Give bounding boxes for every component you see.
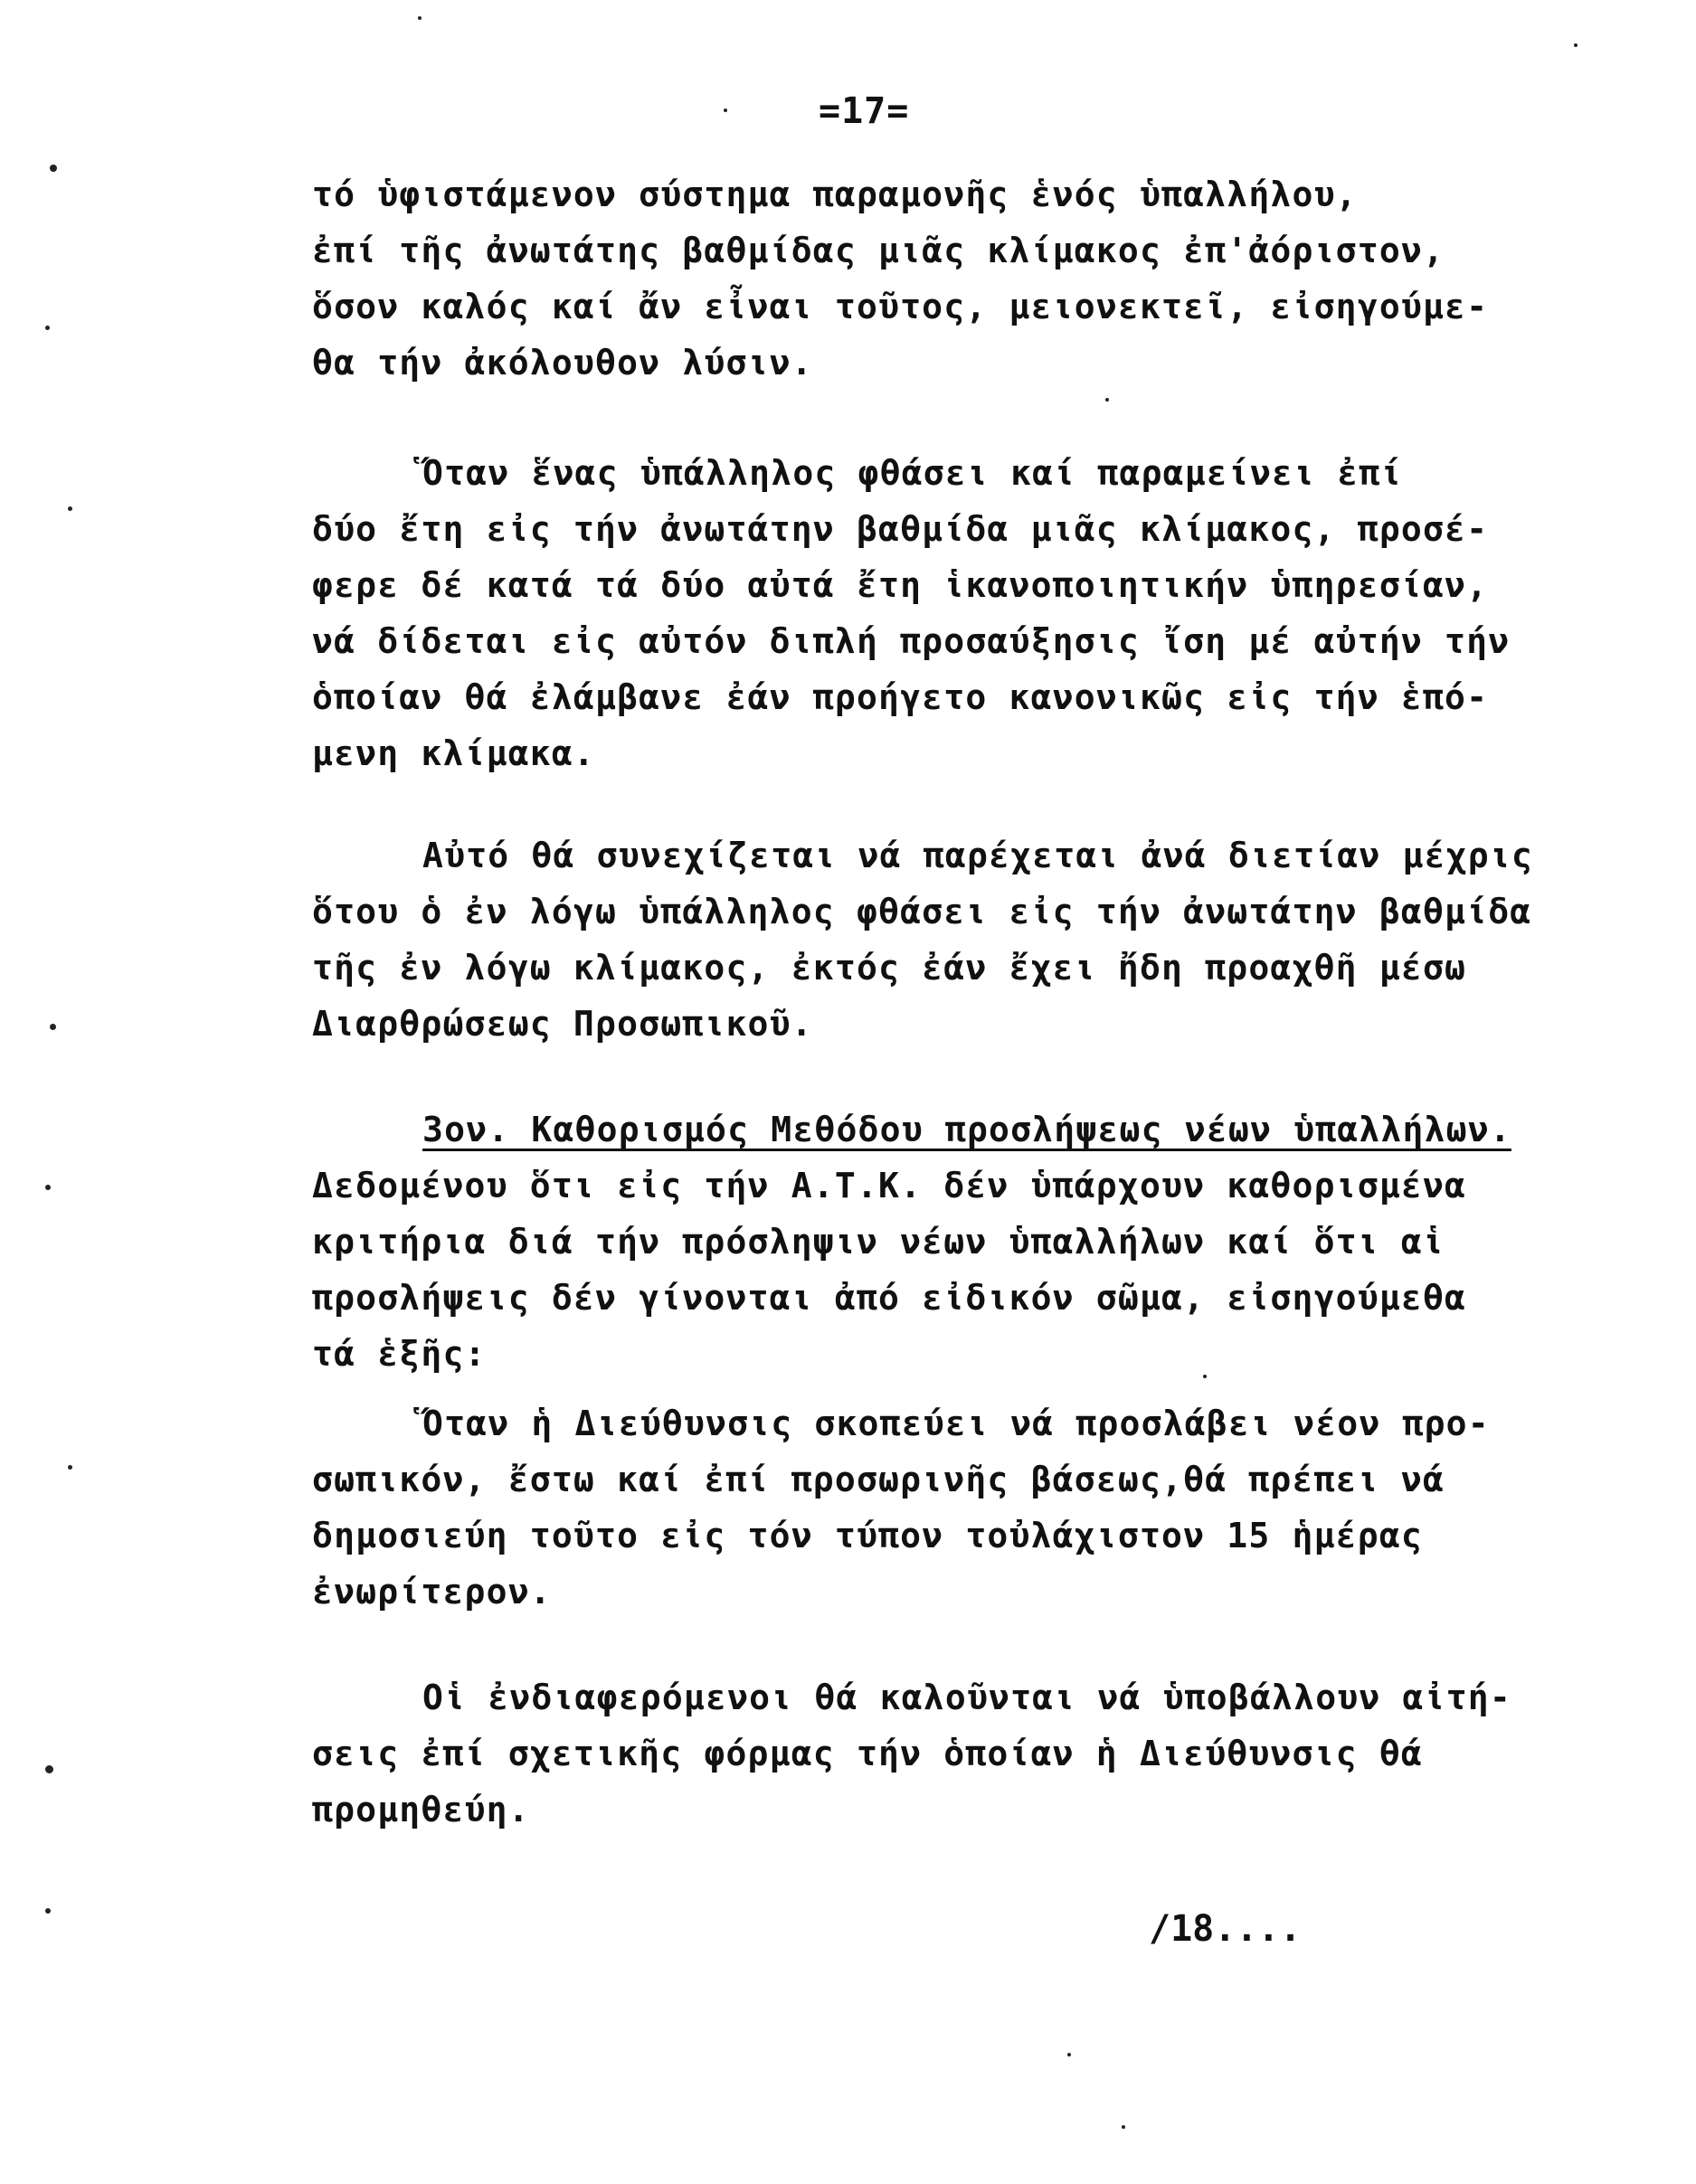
scan-speck	[1574, 43, 1578, 47]
text-line: νά δίδεται εἰς αὐτόν διπλή προσαύξησις ἴση μέ αὐτήν τήν	[312, 621, 1511, 661]
section-heading	[312, 1101, 1578, 1158]
text-line: δημοσιεύη τοῦτο εἰς τόν τύπον τοὐλάχιστον 15 ἡμέρας	[312, 1516, 1423, 1555]
text-line: ἐνωρίτερον.	[312, 1572, 552, 1612]
text-line: τῆς ἐν λόγω κλίμακος, ἐκτός ἐάν ἔχει ἤδη προαχθῆ μέσω	[312, 948, 1467, 988]
text-line: προμηθεύη.	[312, 1790, 530, 1829]
text-line: ὅτου ὁ ἐν λόγω ὑπάλληλος φθάσει εἰς τήν ἀνωτάτην βαθμίδα	[312, 892, 1532, 931]
text-line: Δεδομένου ὅτι εἰς τήν Α.Τ.Κ. δέν ὑπάρχουν καθορισμένα	[312, 1166, 1467, 1205]
continuation-reference: /18....	[1149, 1908, 1302, 1950]
text-line: Διαρθρώσεως Προσωπικοῦ.	[312, 1004, 813, 1044]
scan-speck	[1067, 2053, 1071, 2056]
page-number: =17=	[819, 90, 910, 132]
paragraph-5	[312, 1395, 1578, 1620]
section-3	[312, 1101, 1578, 1382]
text-line: ὁποίαν θά ἐλάμβανε ἐάν προήγετο κανονικῶς εἰς τήν ἑπό-	[312, 677, 1489, 717]
scan-speck	[45, 1908, 51, 1914]
scan-speck	[418, 16, 422, 20]
text-line: ἐπί τῆς ἀνωτάτης βαθμίδας μιᾶς κλίμακος ἐπ'ἀόριστον,	[312, 231, 1445, 270]
scan-speck	[724, 109, 727, 112]
scan-speck	[50, 1024, 56, 1030]
text-line: θα τήν ἀκόλουθον λύσιν.	[312, 343, 813, 383]
text-line: Αὐτό θά συνεχίζεται νά παρέχεται ἀνά διετίαν μέχρις	[422, 836, 1533, 875]
scan-speck	[68, 506, 72, 511]
text-line: σεις ἐπί σχετικῆς φόρμας τήν ὁποίαν ἡ Διεύθυνσις θά	[312, 1734, 1423, 1773]
scan-speck	[45, 1765, 53, 1773]
scan-speck	[45, 326, 50, 330]
text-line: Ὅταν ἕνας ὑπάλληλος φθάσει καί παραμείνει ἐπί	[422, 453, 1403, 493]
scan-speck	[1203, 1375, 1207, 1378]
text-line: ὅσον καλός καί ἄν εἶναι τοῦτος, μειονεκτεῖ, εἰσηγούμε-	[312, 287, 1489, 326]
text-line: τά ἑξῆς:	[312, 1334, 487, 1374]
paragraph-3	[312, 827, 1578, 1052]
text-line: μενη κλίμακα.	[312, 733, 596, 773]
text-line: σωπικόν, ἔστω καί ἐπί προσωρινῆς βάσεως,θά πρέπει νά	[312, 1460, 1445, 1499]
paragraph-6	[312, 1669, 1578, 1838]
paragraph-1	[312, 166, 1578, 391]
text-line: τό ὑφιστάμενον σύστημα παραμονῆς ἑνός ὑπαλλήλου,	[312, 175, 1358, 214]
text-line: δύο ἔτη εἰς τήν ἀνωτάτην βαθμίδα μιᾶς κλίμακος, προσέ-	[312, 509, 1489, 549]
scan-speck	[50, 165, 57, 172]
text-line: Ὅταν ἡ Διεύθυνσις σκοπεύει νά προσλάβει νέον προ-	[422, 1404, 1490, 1443]
section-heading-text: 3ον. Καθορισμός Μεθόδου προσλήψεως νέων ὑπαλλήλων.	[422, 1110, 1511, 1149]
scan-speck	[45, 1185, 51, 1190]
scan-speck	[68, 1465, 72, 1470]
text-line: προσλήψεις δέν γίνονται ἀπό εἰδικόν σῶμα, εἰσηγούμεθα	[312, 1278, 1467, 1318]
text-line: κριτήρια διά τήν πρόσληψιν νέων ὑπαλλήλων καί ὅτι αἱ	[312, 1222, 1445, 1262]
scan-speck	[1105, 398, 1109, 402]
paragraph-2	[312, 445, 1578, 781]
text-line: φερε δέ κατά τά δύο αὐτά ἔτη ἱκανοποιητικήν ὑπηρεσίαν,	[312, 565, 1489, 605]
scan-speck	[1122, 2125, 1125, 2129]
text-line: Οἱ ἐνδιαφερόμενοι θά καλοῦνται νά ὑποβάλλουν αἰτή-	[422, 1678, 1511, 1717]
